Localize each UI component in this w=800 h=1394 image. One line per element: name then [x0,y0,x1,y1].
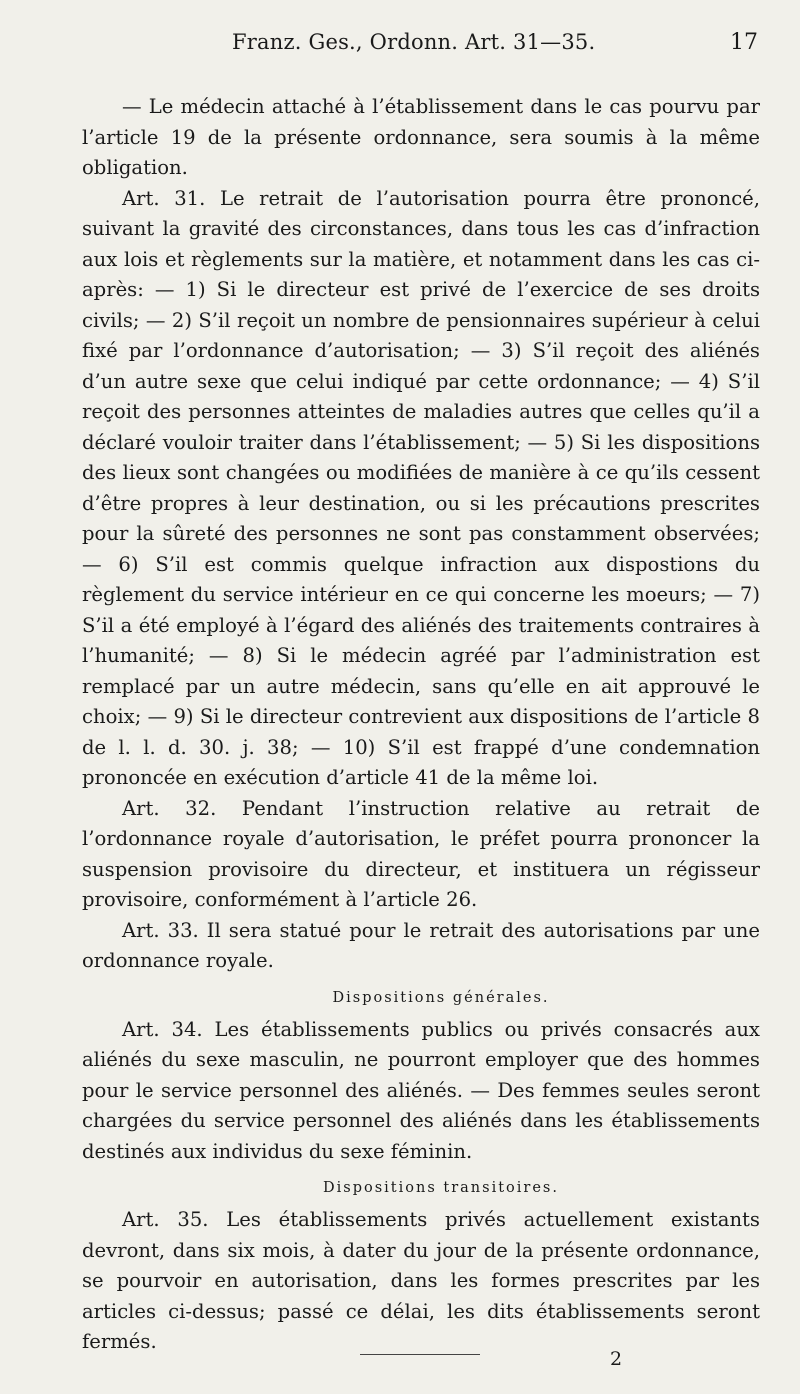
header-title: Franz. Ges., Ordonn. Art. 31—35. [232,30,596,54]
paragraph-article-32: Art. 32. Pendant l’instruction relative au retrait de l’ordonnance royale d’autorisation, le préfet pourra prononcer la suspension provisoire du directeur, et instituera un régisseur provisoire, conformément à l’article 26. [82,796,760,911]
paragraph-article-33: Art. 33. Il sera statué pour le retrait des autorisations par une ordonnance royale. [82,918,760,972]
page-footer [0,1346,800,1386]
paragraph-article-31: Art. 31. Le retrait de l’autorisation pourra être prononcé, suivant la gravité des circonstances, dans tous les cas d’infraction aux lois et règlements sur la matière, et notamment dans les cas ci-après: — 1) Si le directeur est privé de l’exercice de ses droits civils; — 2) S’il reçoit un nombre de pensionnaires supérieur à celui fixé par l’ordonnance d’autorisation; — 3) S’il reçoit des aliénés d’un autre sexe que celui indiqué par cette ordonnance; — 4) S’il reçoit des personnes atteintes de maladies autres que celles qu’il a déclaré vouloir traiter dans l’établissement; — 5) Si les dispositions des lieux sont changées ou modifiées de manière à ce qu’ils cessent d’être propres à leur destination, ou si les précautions prescrites pour la sûreté des personnes ne sont pas constamment observées; — 6) S’il est commis quelque infraction aux dispostions du règlement du service intérieur en ce qui concerne les moeurs; — 7) S’il a été employé à l’égard des aliénés des traitements contraires à l’humanité; — 8) Si le médecin agréé par l’administration est remplacé par un autre médecin, sans qu’elle en ait approuvé le choix; — 9) Si le directeur contrevient aux dispositions de l’article 8 de l. l. d. 30. j. 38; — 10) S’il est frappé d’une condemnation prononcée en exécution d’article 41 de la même loi. [82,186,760,789]
section-heading-general: Dispositions générales. [332,989,550,1006]
body-text [82,92,760,1358]
paragraph-physician-obligation: — Le médecin attaché à l’établissement dans le cas pourvu par l’article 19 de la présente ordonnance, sera soumis à la même obligation. [82,95,760,179]
section-heading-transitional: Dispositions transitoires. [323,1180,559,1196]
page-number: 17 [730,30,758,55]
paragraph-article-35: Art. 35. Les établissements privés actuellement existants devront, dans six mois, à dater du jour de la présente ordonnance, se pourvoir en autorisation, dans les formes prescrites par les articles ci-dessus; passé ce délai, les dits établissements seront fermés. [82,1208,760,1353]
signature-mark: 2 [610,1348,623,1370]
footer-divider [360,1354,480,1355]
paragraph-article-34: Art. 34. Les établissements publics ou privés consacrés aux aliénés du sexe masculin, ne pourront employer que des hommes pour le service personnel des aliénés. — Des femmes seules seront chargées du service personnel des aliénés dans les établissements destinés aux individus du sexe féminin. [82,1017,760,1163]
running-header [82,30,760,70]
